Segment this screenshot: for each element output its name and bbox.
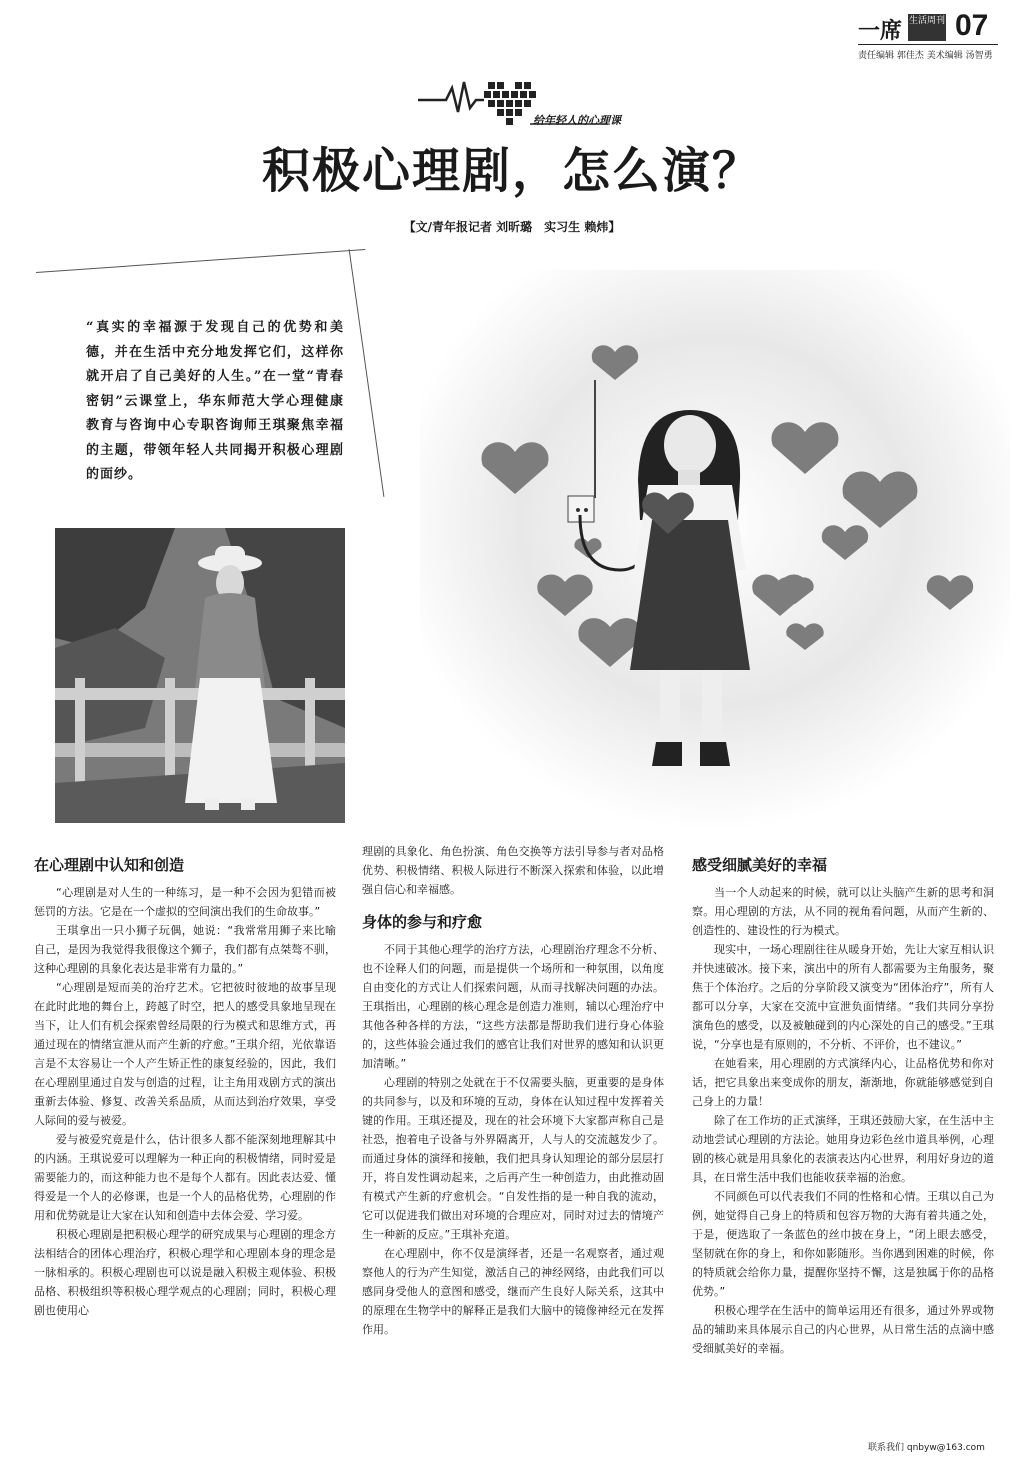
section-heading: 感受细腻美好的幸福 (692, 856, 828, 874)
section-seal: 生活周刊 (908, 14, 946, 41)
quote-frame-line (349, 249, 385, 497)
byline: 【文/青年报记者 刘昕璐 实习生 赖炜】 (403, 220, 621, 234)
contact-footer: 联系我们 qnbyw@163.com (868, 1443, 985, 1453)
girl-with-hearts-illustration (420, 270, 1010, 830)
body-paragraph: “心理剧是对人生的一种练习，是一种不会因为犯错而被惩罚的方法。它是在一个虚拟的空间演出我们的生命故事。” (34, 886, 336, 918)
body-paragraph: “心理剧是短而美的治疗艺术。它把彼时彼地的故事呈现在此时此地的舞台上，跨越了时空，把人的感受具象地呈现在当下，让人们有机会探索曾经局限的行为模式和思维方式，再通过现在的情绪宣泄从而产生新的疗愈。”王琪介绍，光依靠语言是不太容易让一个人产生矫正性的康复经验的，因此，我们在心理剧里通过自发与创造的过程，让主角用戏剧方式的演出重新去体验、修复、改善关系品质，从而达到治疗效果，享受人际间的爱与被爱。 (34, 981, 336, 1127)
body-paragraph: 积极心理学在生活中的简单运用还有很多，通过外界或物品的辅助来具体展示自己的内心世界，从日常生活的点滴中感受细腻美好的幸福。 (692, 1304, 994, 1355)
body-paragraph: 在心理剧中，你不仅是演绎者，还是一名观察者，通过观察他人的行为产生知觉，激活自己的神经网络，由此我们可以感同身受他人的意图和感受，继而产生良好人际关系，这其中的原理在生物学中的解释正是我们大脑中的镜像神经元在发挥作用。 (362, 1247, 664, 1336)
headline: 积极心理剧，怎么演？ (261, 143, 762, 199)
body-paragraph: 现实中，一场心理剧往往从暖身开始，先让大家互相认识并快速破冰。接下来，演出中的所有人都需要为主角服务，聚焦于个体治疗。之后的分享阶段又演变为“团体治疗”，所有人都可以分享，大家在交流中宣泄负面情绪。“我们共同分享扮演角色的感受，以及被触碰到的内心深处的自己的感受。”王琪说，“分享也是有原则的，不分析、不评价，也不建议。” (692, 943, 994, 1051)
article-column-2 (362, 842, 664, 1339)
section-name: 一席 (858, 19, 903, 44)
editor-credit: 责任编辑 郭佳杰 美术编辑 汤智勇 (858, 51, 993, 61)
quote-frame-line (36, 249, 365, 273)
body-paragraph: 心理剧的特别之处就在于不仅需要头脑，更重要的是身体的共同参与，以及和环境的互动，身体在认知过程中发挥着关键的作用。王琪还提及，现在的社会环境下大家都声称自己是社恐，抱着电子设备与外界隔离开，人与人的交流越发少了。而通过身体的演绎和接触，我们把具身认知理论的部分层层打开，将自发性调动起来，之后再产生一种创造力，由此推动固有模式产生新的疗愈机会。“自发性指的是一种自我的流动，它可以促进我们做出对环境的合理应对，同时对过去的情境产生一种新的反应。”王琪补充道。 (362, 1076, 664, 1241)
body-paragraph: 理剧的具象化、角色扮演、角色交换等方法引导参与者对品格优势、积极情绪、积极人际进行不断深入探索和体验，以此增强自信心和幸福感。 (362, 845, 664, 896)
body-paragraph: 在她看来，用心理剧的方式演绎内心，让品格优势和你对话，把它具象出来变成你的朋友，渐渐地，你就能够感觉到自己身上的力量！ (692, 1057, 994, 1108)
lead-paragraph: “真实的幸福源于发现自己的优势和美德，并在生活中充分地发挥它们，这样你就开启了自己美好的人生。”在一堂“青春密钥”云课堂上，华东师范大学心理健康教育与咨询中心专职咨询师王琪聚焦幸福的主题，带领年轻人共同揭开积极心理剧的面纱。 (86, 320, 344, 482)
article-column-1 (34, 852, 336, 1320)
body-paragraph: 当一个人动起来的时候，就可以让头脑产生新的思考和洞察。用心理剧的方法，从不同的视角看问题，从而产生新的、创造性的、建设性的行为模式。 (692, 886, 994, 937)
page-number: 07 (955, 9, 989, 42)
column-name: 给年轻人的心理课 (533, 114, 621, 127)
body-paragraph: 王琪拿出一只小狮子玩偶，她说：“我常常用狮子来比喻自己，是因为我觉得我很像这个狮子，我们都有点桀骜不驯，这种心理剧的具象化表达是非常有力量的。” (34, 924, 336, 975)
portrait-photo (55, 528, 345, 823)
body-paragraph: 不同颜色可以代表我们不同的性格和心情。王琪以自己为例，她觉得自己身上的特质和包容万物的大海有着共通之处，于是，便选取了一条蓝色的丝巾披在身上，“闭上眼去感受，坚韧就在你的身上，和你如影随形。当你遇到困难的时候，你的特质就会给你力量，提醒你坚持不懈，这是独属于你的品格优势。” (692, 1190, 994, 1298)
header-rule (858, 44, 998, 45)
body-paragraph: 积极心理剧是把积极心理学的研究成果与心理剧的理念方法相结合的团体心理治疗，积极心理学和心理剧本身的理念是一脉相承的。积极心理剧也可以说是融入积极主观体验、积极品格、积极组织等积极心理学观点的心理剧；同时，积极心理剧也使用心 (34, 1228, 336, 1317)
body-paragraph: 除了在工作坊的正式演绎，王琪还鼓励大家，在生活中主动地尝试心理剧的方法论。她用身边彩色丝巾道具举例，心理剧的核心就是用具象化的表演表达内心世界，利用好身边的道具，在日常生活中我们也能收获幸福的治愈。 (692, 1114, 994, 1184)
body-paragraph: 爱与被爱究竟是什么，估计很多人都不能深刻地理解其中的内涵。王琪说爱可以理解为一种正向的积极情绪，同时爱是需要能力的，而这种能力也不是每个人都有。因此表达爱、懂得爱是一个人的必修课，也是一个人的品格优势，心理剧的作用和优势就是让大家在认知和创造中去体会爱、学习爱。 (34, 1133, 336, 1222)
section-heading: 身体的参与和疗愈 (362, 913, 483, 931)
article-column-3 (692, 852, 994, 1358)
body-paragraph: 不同于其他心理学的治疗方法，心理剧治疗理念不分析、也不诠释人们的问题，而是提供一个场所和一种氛围，以角度自由变化的方式让人们探索问题，从而寻找解决问题的办法。王琪指出，心理剧的核心理念是创造力准则，辅以心理治疗中其他各种各样的方法，“这些方法都是帮助我们进行身心体验的，这些体验会通过我们的感官让我们对世界的感知和认识更加清晰。” (362, 943, 664, 1070)
section-heading: 在心理剧中认知和创造 (34, 856, 185, 874)
